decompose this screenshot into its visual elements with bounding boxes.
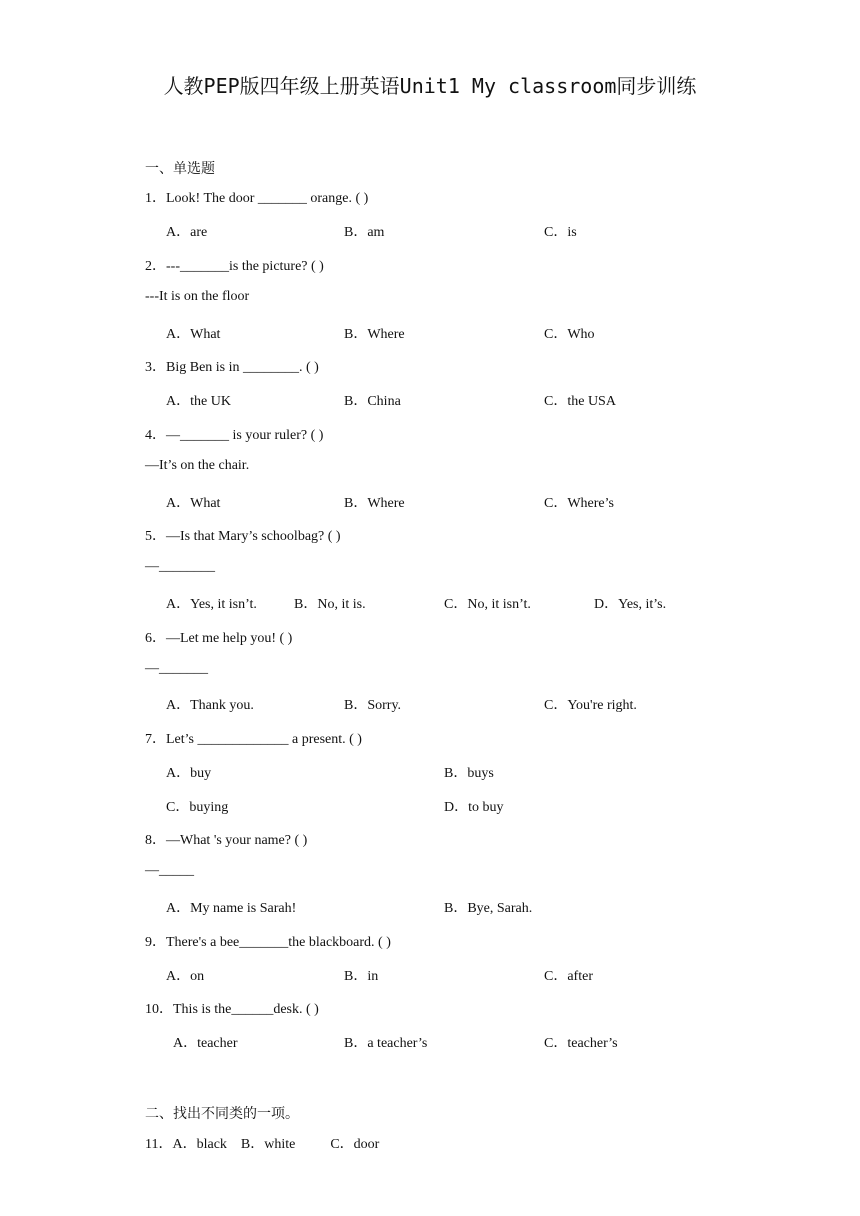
question-9-option-b: B．in: [344, 969, 379, 984]
question-6-option-a: A．Thank you.: [166, 698, 254, 713]
question-4-answer-line: —It’s on the chair.: [145, 458, 250, 473]
question-5-option-c: C．No, it isn’t.: [444, 597, 531, 612]
section-heading-odd-one-out: 二、找出不同类的一项。: [145, 1106, 299, 1122]
question-6-option-b: B．Sorry.: [344, 698, 402, 713]
question-7-stem: 7．Let’s _____________ a present. ( ): [145, 732, 362, 747]
question-3-option-c: C．the USA: [544, 394, 616, 409]
question-5-option-a: A．Yes, it isn’t.: [166, 597, 257, 612]
question-6-answer-line: —_______: [145, 661, 208, 676]
question-1-stem: 1．Look! The door _______ orange. ( ): [145, 191, 369, 206]
question-9-option-a: A．on: [166, 969, 205, 984]
question-7-option-d: D．to buy: [444, 800, 504, 815]
question-8-stem: 8．—What 's your name? ( ): [145, 833, 308, 848]
question-10-option-a: A．teacher: [173, 1036, 238, 1051]
question-3-option-b: B．China: [344, 394, 401, 409]
question-5-option-d: D．Yes, it’s.: [594, 597, 667, 612]
question-5-stem: 5．—Is that Mary’s schoolbag? ( ): [145, 529, 341, 544]
question-7-option-c: C．buying: [166, 800, 229, 815]
question-10-option-b: B．a teacher’s: [344, 1036, 428, 1051]
question-9-stem: 9．There's a bee_______the blackboard. ( ): [145, 935, 391, 950]
question-2-stem: 2．---_______is the picture? ( ): [145, 259, 324, 274]
question-8-option-a: A．My name is Sarah!: [166, 901, 297, 916]
question-2-option-a: A．What: [166, 327, 221, 342]
question-3-option-a: A．the UK: [166, 394, 231, 409]
question-4-option-a: A．What: [166, 496, 221, 511]
question-2-answer-line: ---It is on the floor: [145, 289, 250, 304]
question-8-answer-line: —_____: [145, 863, 194, 878]
question-1-option-b: B．am: [344, 225, 385, 240]
question-9-option-c: C．after: [544, 969, 593, 984]
question-10-stem: 10．This is the______desk. ( ): [145, 1002, 319, 1017]
section-heading-single-choice: 一、单选题: [145, 161, 215, 177]
question-5-answer-line: —________: [145, 559, 215, 574]
question-8-option-b: B．Bye, Sarah.: [444, 901, 533, 916]
question-6-stem: 6．—Let me help you! ( ): [145, 631, 293, 646]
question-10-option-c: C．teacher’s: [544, 1036, 618, 1051]
question-1-option-c: C．is: [544, 225, 577, 240]
question-7-option-a: A．buy: [166, 766, 212, 781]
question-6-option-c: C．You're right.: [544, 698, 637, 713]
document-title: 人教PEP版四年级上册英语Unit1 My classroom同步训练: [163, 74, 697, 98]
question-2-option-b: B．Where: [344, 327, 405, 342]
question-4-option-b: B．Where: [344, 496, 405, 511]
question-7-option-b: B．buys: [444, 766, 494, 781]
question-4-stem: 4．—_______ is your ruler? ( ): [145, 428, 324, 443]
question-11-stem: 11．A．black B．white C．door: [145, 1137, 380, 1152]
question-1-option-a: A．are: [166, 225, 208, 240]
question-3-stem: 3．Big Ben is in ________. ( ): [145, 360, 319, 375]
question-2-option-c: C．Who: [544, 327, 595, 342]
question-5-option-b: B．No, it is.: [294, 597, 366, 612]
question-4-option-c: C．Where’s: [544, 496, 614, 511]
